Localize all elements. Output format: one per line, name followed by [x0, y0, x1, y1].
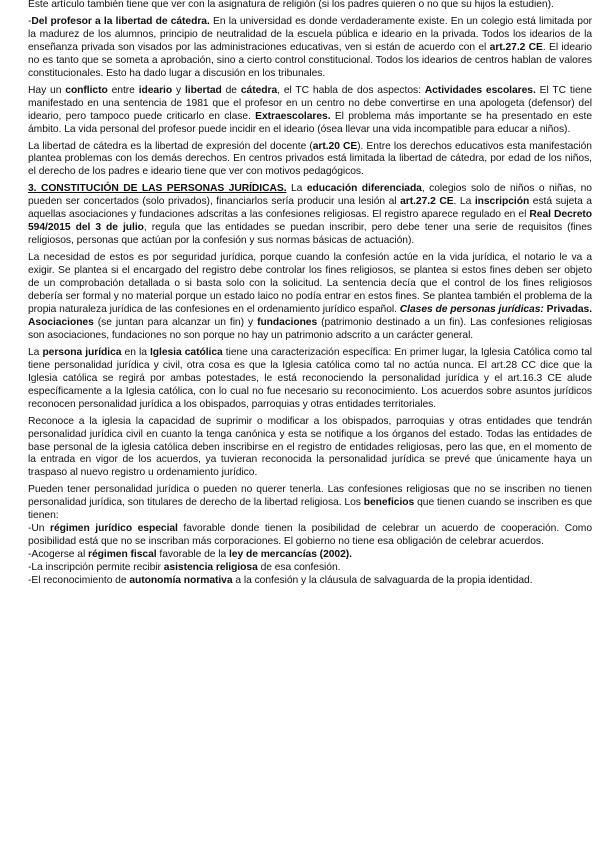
list-item-regimen-juridico — [28, 523, 592, 549]
text-run: La — [28, 346, 43, 358]
bold-run: art.27.2 CE — [400, 196, 454, 208]
text-run: de esa confesión. — [257, 562, 341, 574]
text-run: entre — [107, 84, 139, 96]
bold-run: Iglesia católica — [149, 346, 223, 358]
text-run: (patrimonio destinado a un fin). Las confesiones religiosas son asociaciones, fundaciones no son porque no hay un patrimonio adscrito a un carácter general. — [28, 316, 592, 341]
text-run: que tienen cuando se inscriben es que tienen: — [28, 497, 592, 522]
text-run: (se juntan para alcanzar un fin) y — [93, 316, 258, 328]
bold-run: asistencia religiosa — [163, 562, 258, 574]
bold-run: educación diferenciada — [306, 183, 422, 195]
text-run: . El ideario no es tanto que se someta a aprobación, sino a cierto control constitucional. Todos los idearios de centros hablan de valores constitucionales. Esto ha dado lugar a discusión en los tribunales. — [28, 41, 592, 79]
text-run: tiene una caracterización específica: En primer lugar, la Iglesia Católica como tal tiene personalidad jurídica y civil, otra cosa es que la Iglesia católica como tal no actúa nunca. El art.28 CC dice que la Iglesia católica se regirá por ambas potestades, le está reconociendo la personalidad jurídica y el art.16.3 CE alude específicamente a la Iglesia católica, con lo cual no fue necesario su reconocimiento. Los acuerdos sobre asuntos jurídicos reconocen personalidad jurídica a los obispados, parroquias y otras entidades territoriales. — [28, 346, 592, 410]
text-run: -Acogerse al — [28, 549, 89, 561]
paragraph-religion-subject — [28, 0, 592, 12]
section-heading: 3. CONSTITUCIÓN DE LAS PERSONAS JURÍDICAS. — [28, 183, 287, 195]
text-run: favorable donde tienen la posibilidad de celebrar un acuerdo de cooperación. Como posibilidad está que no se inscriban más corporaciones. El gobierno no tiene esa obligación de celebrar acuerdos. — [28, 523, 592, 548]
text-run: . La — [453, 196, 475, 208]
text-run: Reconoce a la iglesia la capacidad de suprimir o modificar a los obispados, parroquias y otras entidades que tendrán personalidad jurídica civil en cuanto la tenga canónica y esta se notifique a los órganos del estado. Todas las entidades de base personal de la iglesia católica deben inscribirse en el registro de entidades religiosas, pero las que, en el momento de la entrada en vigor de los acuerdos, ya tuvieran reconocida la personalidad jurídica se prevé que únicamente haya un traspaso al nuevo registro u ordenamiento jurídico. — [28, 415, 592, 479]
text-run: En la universidad es donde verdaderamente existe. En un colegio está limitada por la madurez de los alumnos, principio de neutralidad de la escuela pública e ideario en la privada. Todos los idearios de la enseñanza privada son visados por las administraciones educativas, ven si están de acuerdo con el — [28, 15, 592, 53]
text-run: Hay un — [28, 84, 66, 96]
text-run: -El reconocimiento de — [28, 575, 130, 587]
bold-run: régimen jurídico especial — [50, 523, 178, 535]
text-run: La — [286, 183, 307, 195]
text-run: y — [172, 84, 185, 96]
list-item-asistencia-religiosa — [28, 562, 592, 575]
text-run: Pueden tener personalidad jurídica o pueden no querer tenerla. Las confesiones religiosas que no se inscriben no tienen personalidad jurídica, son titulares de derecho de la libertad religiosa. Los — [28, 484, 592, 509]
bold-run: Actividades escolares. — [424, 84, 536, 96]
text-run: en la — [121, 346, 150, 358]
paragraph-libertad-catedra — [28, 16, 592, 81]
text-run: -La inscripción permite recibir — [28, 562, 164, 574]
paragraph-libertad-expresion — [28, 141, 592, 180]
text-run: a la confesión y la cláusula de salvaguarda de la propia identidad. — [232, 575, 533, 587]
paragraph-capacidad-suprimir — [28, 416, 592, 481]
list-item-regimen-fiscal — [28, 549, 592, 562]
bold-run: inscripción — [474, 196, 530, 208]
list-item-autonomia-normativa — [28, 575, 592, 588]
paragraph-beneficios — [28, 484, 592, 523]
text-run: - — [28, 15, 32, 27]
paragraph-iglesia-catolica — [28, 347, 592, 412]
text-run: El TC tiene manifestado en una sentencia de 1981 que el profesor en un centro no debe convertirse en una apologeta (defensor) del ideario, pero tampoco puede criticarlo en clase. — [28, 84, 592, 122]
bold-run: persona jurídica — [42, 346, 122, 358]
bold-run: ley de mercancías (2002). — [229, 549, 352, 561]
bold-run: cátedra — [240, 84, 278, 96]
text-run: La libertad de cátedra es la libertad de expresión del docente ( — [28, 140, 313, 152]
text-run: El problema más importante se ha presentado en este ámbito. La vida personal del profesor puede incidir en el ideario (ósea llevar una vida incompatible para educar a niños). — [28, 110, 592, 135]
text-run: , colegios solo de niños o niñas, no pueden ser concertados (solo privados), financiarlos sería producir una lesión al — [28, 183, 592, 208]
bold-run: fundaciones — [257, 316, 318, 328]
text-run: , regula que las entidades se puedan inscribir, pero debe tener una serie de requisitos (fines religiosos, personas que actúan por la confesión y sus normas básicas de actuación). — [28, 222, 592, 247]
bold-run: Real Decreto 594/2015 del 3 de julio — [28, 209, 592, 234]
section-3-personas-juridicas — [28, 183, 592, 248]
bold-run: Del profesor a la libertad de cátedra. — [31, 15, 210, 27]
bold-run: ideario — [138, 84, 173, 96]
bold-run: libertad — [184, 84, 222, 96]
text-run: favorable de la — [156, 549, 229, 561]
text-run: Este artículo también tiene que ver con la asignatura de religión (si los padres quieren o no que su hijos la estudien). — [28, 0, 554, 10]
text-run: ). Entre los derechos educativos esta manifestación plantea problemas con los demás derechos. En centros privados está limitada la libertad de cátedra, por edad de los niños, el derecho de los padres e ideario tiene que ver con motivos pedagógicos. — [28, 140, 592, 178]
bold-run: conflicto — [65, 84, 108, 96]
paragraph-seguridad-juridica — [28, 252, 592, 343]
bold-run: Privadas. Asociaciones — [28, 303, 592, 328]
bold-run: beneficios — [363, 497, 415, 509]
text-run: La necesidad de estos es por seguridad jurídica, porque cuando la confesión actúe en la vida jurídica, el notario le va a exigir. Se plantea si el encargado del registro debe controlar los fines religiosos, se plantea si estos fines deben ser objeto de un comprobación detallada o si basta solo con la solicitud. La sentencia decía que el control de los fines religiosos debería ser formal y no material porque un estado laico no podía entrar en estos fines. Se plantea también el problema de la propia naturaleza jurídica de las confesiones en el ordenamiento jurídico español. — [28, 252, 592, 315]
bold-run: Extraescolares. — [255, 110, 331, 122]
paragraph-conflicto-ideario — [28, 85, 592, 137]
text-run: -Un — [28, 523, 51, 535]
text-run: , el TC habla de dos aspectos: — [277, 84, 425, 96]
text-run: de — [221, 84, 241, 96]
bold-run: régimen fiscal — [88, 549, 157, 561]
text-run: está sujeta a aquellas asociaciones y fundaciones adscritas a las confesiones religiosas. El registro aparece regulado en el — [28, 196, 592, 221]
bold-run: art.27.2 CE — [489, 41, 543, 53]
bold-italic-run: Clases de personas jurídicas: — [399, 303, 544, 315]
bold-run: autonomía normativa — [129, 575, 233, 587]
bold-run: art.20 CE — [312, 140, 358, 152]
